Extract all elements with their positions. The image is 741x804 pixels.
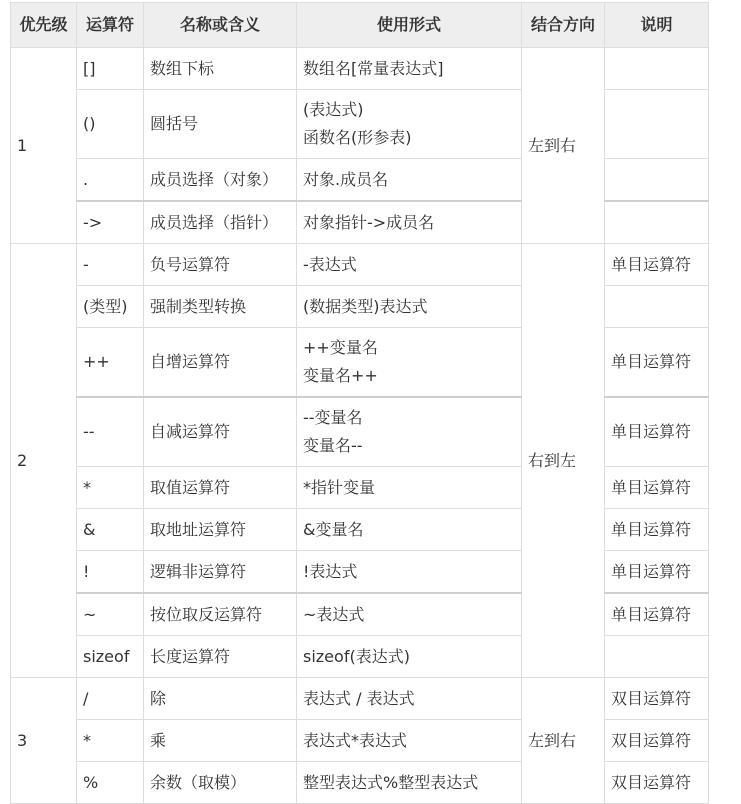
usage-cell [297, 397, 522, 467]
description-cell [605, 201, 709, 244]
usage-cell [297, 636, 522, 678]
usage-line: (数据类型)表达式 [303, 296, 428, 316]
operator-cell: -> [77, 201, 144, 244]
table-row [11, 397, 709, 467]
usage-cell [297, 48, 522, 90]
description-cell: 单目运算符 [605, 467, 709, 509]
table-row [11, 48, 709, 90]
name-cell: 取地址运算符 [144, 509, 297, 551]
header-associativity: 结合方向 [522, 3, 605, 48]
table-row [11, 90, 709, 159]
operator-cell: / [77, 678, 144, 720]
operator-cell: ~ [77, 593, 144, 636]
header-usage: 使用形式 [297, 3, 522, 48]
operator-cell: ++ [77, 328, 144, 398]
usage-cell [297, 286, 522, 328]
description-cell: 单目运算符 [605, 244, 709, 286]
priority-cell: 2 [11, 244, 77, 678]
table-row [11, 551, 709, 594]
usage-line: 变量名++ [303, 366, 378, 385]
operator-cell: () [77, 90, 144, 159]
operator-cell: * [77, 467, 144, 509]
table-row [11, 636, 709, 678]
header-description: 说明 [605, 3, 709, 48]
table-row [11, 593, 709, 636]
usage-cell [297, 762, 522, 804]
usage-cell [297, 551, 522, 594]
usage-line: sizeof(表达式) [303, 646, 410, 666]
table-row [11, 328, 709, 398]
operator-cell: [] [77, 48, 144, 90]
operator-cell: - [77, 244, 144, 286]
usage-line: 变量名-- [303, 436, 363, 455]
operator-cell: ! [77, 551, 144, 594]
description-cell: 双目运算符 [605, 678, 709, 720]
description-cell: 单目运算符 [605, 593, 709, 636]
name-cell: 自增运算符 [144, 328, 297, 398]
usage-line: 表达式*表达式 [303, 730, 408, 750]
usage-cell [297, 159, 522, 202]
usage-cell [297, 720, 522, 762]
usage-cell [297, 328, 522, 398]
usage-line: ~表达式 [303, 604, 365, 624]
usage-cell [297, 678, 522, 720]
table-row [11, 762, 709, 804]
name-cell: 逻辑非运算符 [144, 551, 297, 594]
description-cell: 单目运算符 [605, 328, 709, 398]
name-cell: 成员选择（指针） [144, 201, 297, 244]
usage-line: 表达式 / 表达式 [303, 688, 415, 708]
name-cell: 余数（取模） [144, 762, 297, 804]
usage-cell [297, 593, 522, 636]
usage-line: 整型表达式%整型表达式 [303, 772, 479, 792]
table-row [11, 720, 709, 762]
table-row [11, 678, 709, 720]
name-cell: 圆括号 [144, 90, 297, 159]
description-cell: 单目运算符 [605, 551, 709, 594]
usage-line: --变量名 [303, 408, 363, 427]
operator-cell: & [77, 509, 144, 551]
header-name: 名称或含义 [144, 3, 297, 48]
usage-line: ++变量名 [303, 338, 378, 357]
description-cell [605, 286, 709, 328]
table-row [11, 286, 709, 328]
table-row [11, 159, 709, 202]
operator-cell: % [77, 762, 144, 804]
usage-line: (表达式) [303, 100, 364, 119]
name-cell: 负号运算符 [144, 244, 297, 286]
name-cell: 除 [144, 678, 297, 720]
header-row [11, 3, 709, 48]
usage-line: !表达式 [303, 561, 358, 581]
name-cell: 强制类型转换 [144, 286, 297, 328]
usage-line: &变量名 [303, 519, 364, 539]
associativity-cell: 左到右 [522, 678, 605, 804]
priority-cell: 3 [11, 678, 77, 804]
name-cell: 自减运算符 [144, 397, 297, 467]
usage-cell [297, 201, 522, 244]
priority-cell: 1 [11, 48, 77, 244]
operator-cell: -- [77, 397, 144, 467]
usage-cell [297, 90, 522, 159]
associativity-cell: 左到右 [522, 48, 605, 244]
description-cell [605, 159, 709, 202]
operator-cell: . [77, 159, 144, 202]
usage-cell [297, 467, 522, 509]
operator-precedence-table [10, 2, 709, 804]
usage-line: 函数名(形参表) [303, 128, 412, 147]
table-row [11, 201, 709, 244]
description-cell [605, 48, 709, 90]
description-cell: 单目运算符 [605, 509, 709, 551]
name-cell: 取值运算符 [144, 467, 297, 509]
description-cell [605, 636, 709, 678]
name-cell: 按位取反运算符 [144, 593, 297, 636]
table-row [11, 244, 709, 286]
table-row [11, 467, 709, 509]
name-cell: 乘 [144, 720, 297, 762]
header-priority: 优先级 [11, 3, 77, 48]
operator-cell: * [77, 720, 144, 762]
usage-line: 对象.成员名 [303, 169, 389, 189]
usage-line: 数组名[常量表达式] [303, 58, 444, 78]
usage-cell [297, 509, 522, 551]
description-cell: 双目运算符 [605, 720, 709, 762]
usage-cell [297, 244, 522, 286]
usage-line: -表达式 [303, 254, 357, 274]
header-operator: 运算符 [77, 3, 144, 48]
name-cell: 数组下标 [144, 48, 297, 90]
description-cell [605, 90, 709, 159]
name-cell: 长度运算符 [144, 636, 297, 678]
operator-cell: sizeof [77, 636, 144, 678]
usage-line: 对象指针->成员名 [303, 212, 435, 232]
description-cell: 双目运算符 [605, 762, 709, 804]
usage-line: *指针变量 [303, 477, 376, 497]
description-cell: 单目运算符 [605, 397, 709, 467]
name-cell: 成员选择（对象） [144, 159, 297, 202]
associativity-cell: 右到左 [522, 244, 605, 678]
table-row [11, 509, 709, 551]
operator-cell: (类型) [77, 286, 144, 328]
